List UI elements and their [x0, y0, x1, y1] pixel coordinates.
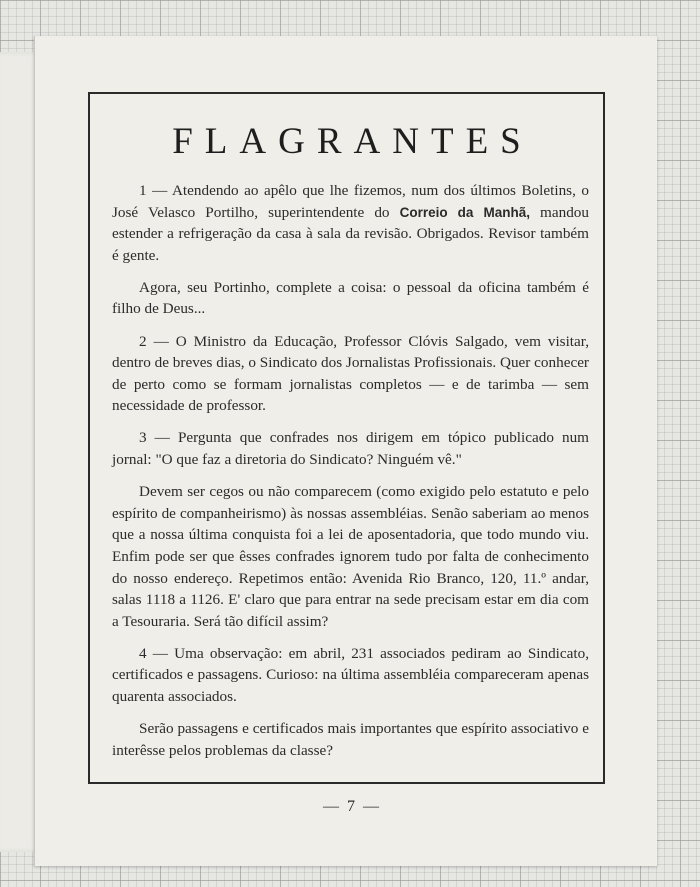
paragraph-6: 4 — Uma observação: em abril, 231 associados pediram ao Sindicato, certificados e passagens. Curioso: na última assembléia compareceram apenas quarenta associados.	[112, 644, 589, 705]
article-frame	[88, 92, 605, 784]
paragraph-1	[112, 180, 589, 266]
article-body	[112, 180, 589, 772]
newspaper-name: Correio da Manhã,	[399, 204, 530, 220]
document-page	[34, 36, 657, 866]
paragraph-4: 3 — Pergunta que confrades nos dirigem em tópico publicado num jornal: "O que faz a diretoria do Sindicato? Ninguém vê."	[112, 429, 589, 469]
paragraph-1-before: 1 — Atendendo ao apêlo que lhe fizemos, num dos últimos Boletins, o José Velasco Portilho, superintendente do	[112, 182, 589, 221]
paragraph-5: Devem ser cegos ou não comparecem (como exigido pelo estatuto e pelo espírito de companheirismo) às nossas assembléias. Senão saberiam ao menos que a nossa última conquista foi a lei de aposentadoria, que todo mundo viu. Enfim pode ser que êsses confrades ignorem tudo por falta de conhecimento do nosso endereço. Repetimos então: Avenida Rio Branco, 120, 11.º andar, salas 1118 a 1126. E' claro que para entrar na sede precisam estar em dia com a Tesouraria. Será tão difícil assim?	[112, 483, 589, 630]
page-number: — 7 —	[323, 798, 381, 815]
article-title: FLAGRANTES	[172, 121, 533, 162]
paragraph-2: Agora, seu Portinho, complete a coisa: o pessoal da oficina também é filho de Deus...	[112, 278, 589, 318]
paragraph-1-after: mandou estender a refrigeração da casa à sala da revisão. Obrigados. Revisor também é gente.	[112, 203, 589, 264]
paragraph-3: 2 — O Ministro da Educação, Professor Clóvis Salgado, vem visitar, dentro de breves dias, o Sindicato dos Jornalistas Profissionais. Quer conhecer de perto como se formam jornalistas completos — e de tarimba — sem necessidade de professor.	[112, 332, 589, 415]
paragraph-7: Serão passagens e certificados mais importantes que espírito associativo e interêsse pelos problemas da classe?	[112, 720, 589, 759]
